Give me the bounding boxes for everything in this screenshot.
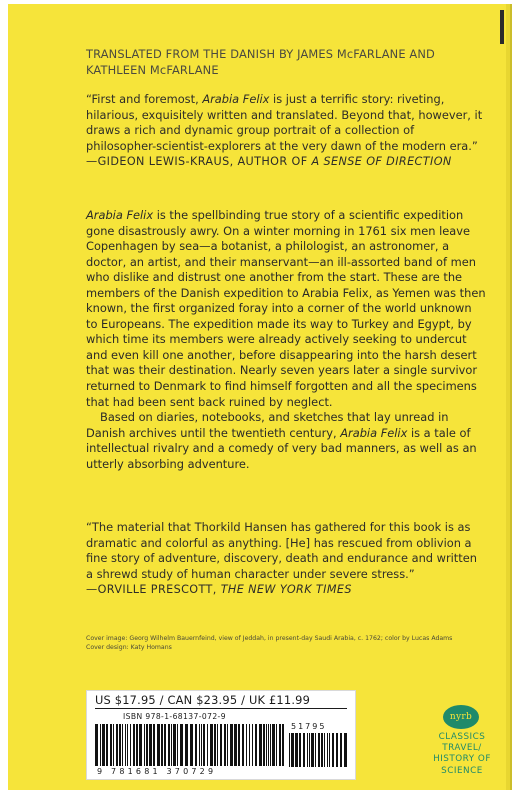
scan-edge-mark: [500, 10, 504, 44]
barcode-bar: [144, 724, 145, 766]
barcode-bar: [270, 724, 271, 766]
barcode-bar: [116, 724, 118, 766]
barcode-bar: [303, 733, 305, 767]
barcode-bar: [168, 724, 170, 766]
barcode-bar: [263, 724, 265, 766]
category-line-2: HISTORY OF: [433, 754, 491, 765]
barcode-bar: [234, 724, 237, 766]
barcode-bar: [340, 733, 342, 767]
price-addon-barcode: [289, 733, 347, 769]
barcode-bar: [106, 724, 108, 766]
attribution-work: A SENSE OF DIRECTION: [311, 155, 452, 169]
ean-barcode: [95, 724, 285, 766]
barcode-bar: [315, 733, 316, 767]
book-description: [86, 208, 486, 472]
barcode-bar: [321, 733, 323, 767]
cover-credits: [86, 634, 486, 652]
barcode-bar: [224, 724, 226, 766]
barcode-bar: [246, 724, 247, 766]
attribution-name: —ORVILLE PRESCOTT,: [86, 583, 221, 597]
barcode-bar: [157, 724, 160, 766]
barcode-bar: [207, 724, 208, 766]
barcode-bar: [149, 724, 152, 766]
barcode-bar: [177, 724, 178, 766]
category-line-1: TRAVEL/: [442, 743, 482, 754]
barcode-bar: [153, 724, 155, 766]
isbn-number: ISBN 978-1-68137-072-9: [123, 712, 226, 721]
price-line: US $17.95 / CAN $23.95 / UK £11.99: [95, 693, 347, 709]
barcode-bar: [259, 724, 262, 766]
barcode-bar: [113, 724, 114, 766]
review-quote-prescott: [86, 520, 486, 598]
barcode-bar: [230, 724, 233, 766]
price-code: 51795: [291, 722, 327, 731]
barcode-bar: [195, 724, 197, 766]
barcode-bar: [133, 724, 135, 766]
barcode-bar: [227, 724, 228, 766]
barcode-bar: [324, 733, 325, 767]
barcode-bar: [214, 724, 216, 766]
barcode-bar: [266, 724, 267, 766]
barcode-bar: [217, 724, 218, 766]
barcode-bar: [268, 724, 269, 766]
barcode-bar: [291, 733, 294, 767]
barcode-bar: [289, 733, 290, 767]
barcode-bar: [139, 724, 142, 766]
barcode-bar: [161, 724, 163, 766]
translator-credit: TRANSLATED FROM THE DANISH BY JAMES McFARLANE AND KATHLEEN McFARLANE: [86, 47, 435, 77]
quote-text: “The material that Thorkild Hansen has gathered for this book is as dramatic and colorful as anything. [He] has rescued from oblivion a fine story of adventure, discovery, death and endurance and written a shrewd study of human character under severe stress.”: [86, 520, 477, 581]
barcode-bar: [307, 733, 308, 767]
quote-text: is just a terrific story: riveting, hilarious, exquisitely written and translated. Beyond that, however, it draws a rich and dynamic group portrait of a collection of philosopher-scientist-explorers at the very dawn of the modern era.”: [86, 92, 483, 153]
barcode-bar: [252, 724, 253, 766]
barcode-bar: [203, 724, 205, 766]
barcode-bar: [282, 724, 284, 766]
barcode-bar: [102, 724, 105, 766]
barcode-bar: [180, 724, 183, 766]
attribution-name: —GIDEON LEWIS-KRAUS, AUTHOR OF: [86, 155, 312, 169]
quote-attribution: [86, 582, 486, 598]
barcode-bar: [100, 724, 101, 766]
barcode-bar: [127, 724, 128, 766]
barcode-bar: [309, 733, 310, 767]
barcode-bar: [130, 724, 131, 766]
barcode-bar: [276, 724, 277, 766]
barcode-bar: [119, 724, 121, 766]
barcode-bar: [242, 724, 244, 766]
barcode-bar: [171, 724, 172, 766]
barcode-bar: [210, 724, 213, 766]
barcode-bar: [185, 724, 188, 766]
barcode-bar: [136, 724, 138, 766]
quote-open: “First and foremost,: [86, 92, 203, 106]
barcode-bar: [329, 733, 330, 767]
barcode-bar: [125, 724, 126, 766]
barcode-bar: [255, 724, 257, 766]
series-category: [420, 732, 504, 777]
description-text-1: is the spellbinding true story of a scientific expedition gone disastrously awry. On a winter morning in 1761 six men leave Copenhagen by sea—a botanist, a philologist, an astronomer, a doctor, an artist, and their manservant—an ill-assorted band of men who dislike and distrust one another from the start. These are the members of the Danish expedition to Arabia Felix, as Yemen was then known, the first organized foray into a corner of the world unknown to Europeans. The expedition made its way to Turkey and Egypt, by which time its members were already actively seeking to undercut and even kill one another, before disappearing into the harsh desert that was their destination. Nearly seven years later a single survivor returned to Denmark to find himself forgotten and all the specimens that had been sent back ruined by neglect.: [86, 208, 486, 409]
barcode-bar: [327, 733, 328, 767]
barcode-bar: [190, 724, 193, 766]
barcode-bar: [336, 733, 338, 767]
description-paragraph-1: [86, 208, 486, 410]
barcode-bar: [332, 733, 334, 767]
barcode-bar: [199, 724, 200, 766]
barcode-bar: [164, 724, 166, 766]
barcode-bar: [279, 724, 281, 766]
barcode-panel: [86, 690, 356, 780]
nyrb-logo: [443, 705, 479, 729]
barcode-bar: [122, 724, 123, 766]
review-quote-lewis-kraus: [86, 92, 486, 170]
cover-image-credit: Cover image: Georg Wilhelm Bauernfeind, view of Jeddah, in present-day Saudi Arabia, c. 1762; color by Lucas Adams: [86, 635, 453, 642]
barcode-bar: [146, 724, 148, 766]
barcode-bar: [95, 724, 98, 766]
barcode-bar: [295, 733, 298, 767]
description-lead-2: Based on diaries, notebooks, and sketches that lay unread in Danish archives until the twentieth century,: [86, 410, 449, 440]
barcode-bar: [201, 724, 202, 766]
barcode-bar: [110, 724, 112, 766]
logo-text: nyrb: [449, 712, 473, 722]
quote-attribution: [86, 154, 486, 170]
barcode-bar: [311, 733, 314, 767]
barcode-bar: [299, 733, 301, 767]
attribution-work: THE NEW YORK TIMES: [220, 583, 352, 597]
barcode-bar: [173, 724, 176, 766]
category-line-3: SCIENCE: [441, 765, 483, 776]
barcode-bar: [344, 733, 347, 767]
barcode-bar: [238, 724, 240, 766]
description-book-title: Arabia Felix: [86, 208, 154, 222]
cover-design-credit: Cover design: Katy Homans: [86, 644, 172, 651]
barcode-bar: [272, 724, 275, 766]
description-book-title-2: Arabia Felix: [340, 425, 408, 440]
barcode-bar: [318, 733, 320, 767]
barcode-bar: [249, 724, 250, 766]
description-text-2: is a tale of intellectual rivalry and a comedy of very bad manners, as well as an utterly absorbing adventure.: [86, 425, 477, 471]
description-paragraph-2: [86, 410, 486, 472]
ean-digits: 9 781681 370729: [97, 767, 217, 776]
series-name: CLASSICS: [438, 732, 486, 742]
barcode-bar: [220, 724, 222, 766]
quote-book-title: Arabia Felix: [202, 92, 270, 106]
